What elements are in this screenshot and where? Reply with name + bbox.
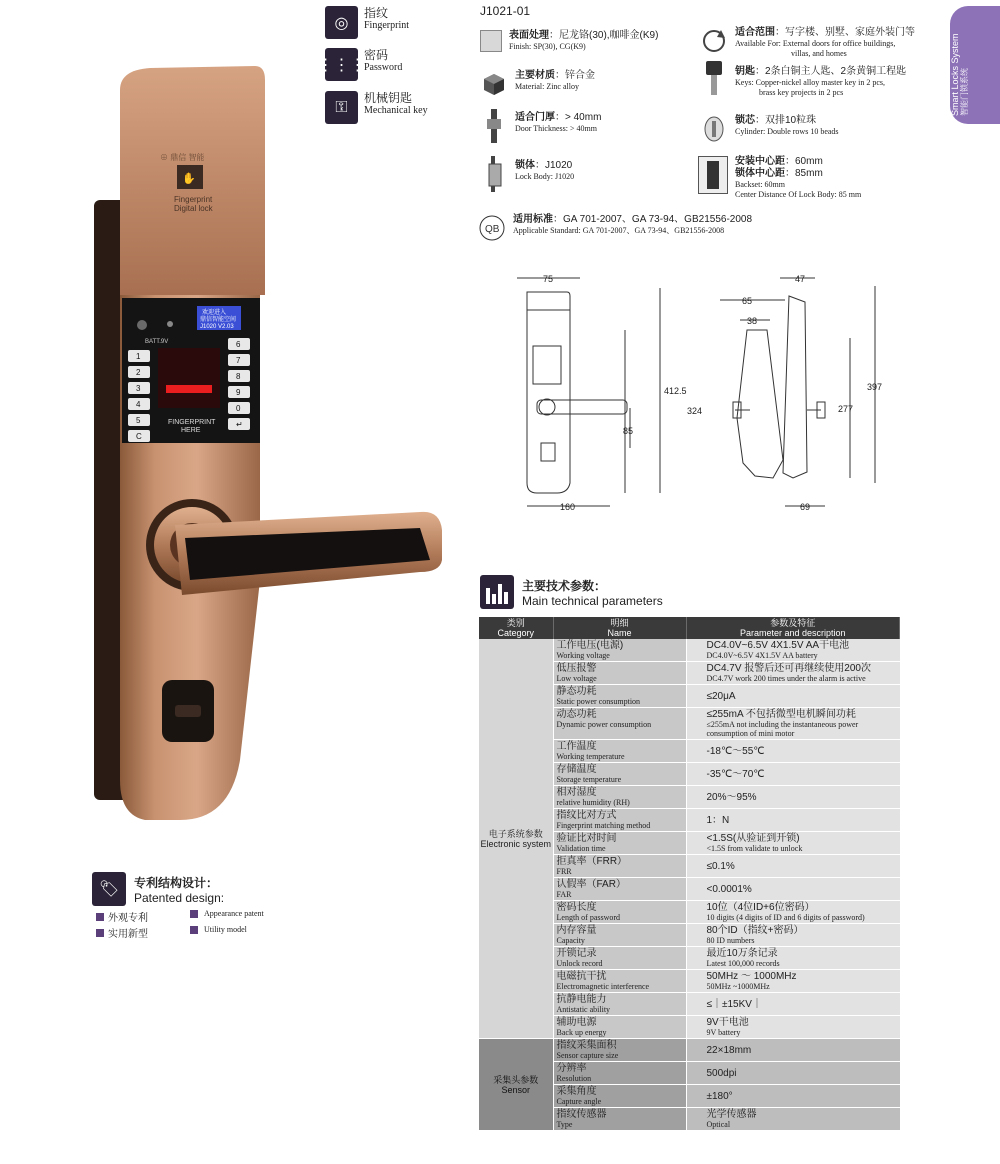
name-cell: 电磁抗干扰 Electromagnetic interference (553, 970, 686, 993)
qb-icon (478, 214, 506, 242)
spec-body: 锁体：J1020 Lock Body: J1020 (480, 160, 574, 188)
patent-item-2 (96, 925, 148, 940)
spec-scope: 适合范围：写字楼、别墅、家庭外装门等 Available For: External doors for office buildings, villas, and homes (700, 27, 915, 59)
name-cell: 抗静电能力 Antistatic ability (553, 993, 686, 1016)
side-tab-cn: 智能门锁系统 (960, 68, 969, 116)
name-cell: 认假率（FAR） FAR (553, 878, 686, 901)
category-cell: 采集头参数 Sensor (479, 1039, 553, 1131)
name-cell: 开锁记录 Unlock record (553, 947, 686, 970)
name-cell: 指纹采集面积 Sensor capture size (553, 1039, 686, 1062)
parameter-cell: ±180° (686, 1085, 900, 1108)
keys-value: 2条白铜主人匙、2条黄铜工程匙 (765, 66, 907, 77)
dim-front-height: 412.5 (664, 386, 687, 396)
backset-label-2: 锁体中心距 (735, 168, 785, 179)
keypad-key-label: 7 (236, 356, 241, 365)
dim-front-handle: 85 (623, 426, 634, 436)
finish-value: 尼龙铬(30),咖啡金(K9) (559, 30, 659, 41)
fp-label-1: FINGERPRINT (168, 419, 216, 426)
spec-cylinder: 锁芯：双排10粒珠 Cylinder: Double rows 10 beads (700, 115, 839, 143)
dim-front-top: 75 (543, 274, 554, 284)
model-number: J1021-01 (480, 4, 531, 18)
rotate-icon (700, 27, 728, 55)
dim-side-277: 277 (838, 404, 854, 414)
feature-mechanical-key (325, 91, 428, 124)
parameter-cell: 最近10万条记录 Latest 100,000 records (686, 947, 900, 970)
patent-item-2-en-wrap (190, 925, 247, 934)
keypad-key-label: 6 (236, 340, 241, 349)
scope-en-1: Available For: External doors for office buildings, (735, 39, 896, 48)
door-label: 适合门厚 (515, 112, 555, 123)
finish-en: Finish: SP(30), CG(K9) (509, 42, 586, 51)
name-cell: 动态功耗 Dynamic power consumption (553, 708, 686, 740)
spec-finish: 表面处理：尼龙铬(30),咖啡金(K9) Finish: SP(30), CG(K9) (480, 30, 658, 52)
door-thickness-icon (480, 112, 508, 140)
backset-label-1: 安装中心距 (735, 156, 785, 167)
name-cell: 密码长度 Length of password (553, 901, 686, 924)
header-parameter: 参数及特征 Parameter and description (686, 617, 900, 639)
cylinder-icon (700, 115, 728, 143)
feature-key-en: Mechanical key (364, 105, 428, 116)
parameter-cell: 20%～95% (686, 786, 900, 809)
header-name: 明细 Name (553, 617, 686, 639)
table-header-row (479, 617, 900, 639)
parameter-cell: DC4.7V 报警后还可再继续使用200次 DC4.7V work 200 times under the alarm is active (686, 662, 900, 685)
body-value: J1020 (545, 160, 573, 171)
backset-value-2: 85mm (795, 168, 823, 179)
standard-value: GA 701-2007、GA 73-94、GB21556-2008 (563, 214, 753, 225)
name-cell: 低压报警 Low voltage (553, 662, 686, 685)
cap-text-2: Digital lock (174, 204, 213, 213)
parameter-cell: 1：N (686, 809, 900, 832)
name-cell: 内存容量 Capacity (553, 924, 686, 947)
dim-side-top: 47 (795, 274, 806, 284)
finish-label: 表面处理 (509, 30, 549, 41)
name-cell: 工作温度 Working temperature (553, 740, 686, 763)
feature-password-cn: 密码 (364, 48, 389, 62)
parameter-cell: -35℃～70℃ (686, 763, 900, 786)
lock-product-image (90, 60, 460, 840)
params-table (479, 617, 900, 1131)
key-icon (700, 66, 728, 94)
parameter-cell: 10位（4位ID+6位密码） 10 digits (4 digits of ID and 6 digits of password) (686, 901, 900, 924)
keypad-key-label: ↵ (236, 420, 243, 429)
svg-text:QB: QB (485, 224, 500, 235)
lcd-line2: 鼎信智能空间 (200, 317, 237, 323)
parameter-cell: 50MHz ～ 1000MHz 50MHz ~1000MHz (686, 970, 900, 993)
keypad-key-label: 4 (136, 400, 141, 409)
key-icon: ⚿ (325, 91, 358, 124)
keypad-key-label: 0 (236, 404, 241, 413)
category-cell: 电子系统参数 Electronic system (479, 639, 553, 1039)
side-tab-en: Smart Locks System (950, 33, 960, 116)
cube-icon (480, 70, 508, 98)
parameter-cell: 22×18mm (686, 1039, 900, 1062)
side-tab-text (950, 2, 970, 120)
name-cell: 工作电压(电源) Working voltage (553, 639, 686, 662)
standard-label: 适用标准 (513, 214, 553, 225)
tag-icon: 🏷 (92, 872, 126, 906)
cylinder-en: Cylinder: Double rows 10 beads (735, 127, 839, 136)
parameter-cell: DC4.0V~6.5V 4X1.5V AA干电池 DC4.0V~6.5V 4X1.5V AA battery (686, 639, 900, 662)
patent-heading (92, 872, 224, 906)
patent-item-1-en-wrap (190, 909, 264, 918)
parameter-cell: <1.5S(从验证到开锁) <1.5S from validate to unlock (686, 832, 900, 855)
feature-password-en: Password (364, 62, 403, 73)
parameter-cell: ≤｜±15KV｜ (686, 993, 900, 1016)
name-cell: 静态功耗 Static power consumption (553, 685, 686, 708)
feature-key-cn: 机械钥匙 (364, 91, 413, 105)
name-cell: 存储温度 Storage temperature (553, 763, 686, 786)
door-value: > 40mm (565, 112, 602, 123)
keys-label: 钥匙 (735, 66, 755, 77)
fp-label-2: HERE (181, 427, 201, 434)
params-title-cn: 主要技术参数： (522, 578, 607, 593)
scope-label: 适合范围 (735, 27, 775, 38)
keypad-key-label: C (136, 432, 142, 441)
spec-standard: QB 适用标准：GA 701-2007、GA 73-94、GB21556-2008 Applicable Standard: GA 701-2007、GA 73-94、GB21556-2008 (478, 214, 752, 242)
cylinder-label: 锁芯 (735, 115, 755, 126)
dim-front-bottom: 160 (560, 502, 576, 512)
parameter-cell: 9V干电池 9V battery (686, 1016, 900, 1039)
table-row (479, 1039, 900, 1062)
door-en: Door Thickness: > 40mm (515, 124, 597, 133)
spec-backset: 安装中心距：60mm 锁体中心距：85mm Backset: 60mm Center Distance Of Lock Body: 85 mm (698, 156, 861, 200)
cylinder-value: 双排10粒珠 (765, 115, 817, 126)
technical-drawing (505, 268, 905, 518)
keypad-key-label: 8 (236, 372, 241, 381)
fingerprint-icon: ◎ (325, 6, 358, 39)
material-label: 主要材质 (515, 70, 555, 81)
batt-label: BATT.9V (145, 339, 169, 345)
dim-side-397: 397 (867, 382, 883, 392)
backset-en-1: Backset: 60mm (735, 180, 785, 189)
name-cell: 相对湿度 relative humidity (RH) (553, 786, 686, 809)
parameter-cell: 500dpi (686, 1062, 900, 1085)
name-cell: 分辨率 Resolution (553, 1062, 686, 1085)
spec-door: 适合门厚：> 40mm Door Thickness: > 40mm (480, 112, 601, 140)
table-row (479, 639, 900, 662)
patent-title-en: Patented design: (134, 890, 225, 905)
header-category: 类别 Category (479, 617, 553, 639)
patent-item-2-cn: 实用新型 (108, 929, 148, 940)
scope-value: 写字楼、别墅、家庭外装门等 (785, 27, 915, 38)
dim-front-inner: 324 (687, 406, 703, 416)
name-cell: 指纹传感器 Type (553, 1108, 686, 1131)
parameter-cell: ≤20μA (686, 685, 900, 708)
dim-side-65: 65 (742, 296, 753, 306)
finish-swatch-icon (480, 30, 502, 52)
parameter-cell: 80个ID（指纹+密码） 80 ID numbers (686, 924, 900, 947)
patent-item-1 (96, 909, 148, 924)
lock-body-icon (480, 160, 508, 188)
name-cell: 验证比对时间 Validation time (553, 832, 686, 855)
patent-item-2-en: Utility model (204, 925, 247, 934)
feature-fingerprint-en: Fingerprint (364, 20, 409, 31)
parameter-cell: -18℃～55℃ (686, 740, 900, 763)
feature-fingerprint-cn: 指纹 (364, 6, 389, 20)
lcd-line1: 欢迎进入 (202, 310, 227, 316)
svg-text:⊕ 鼎信 智能: ⊕ 鼎信 智能 (160, 153, 205, 162)
keypad-key-label: 1 (136, 352, 141, 361)
feature-fingerprint (325, 6, 409, 39)
keys-en-2: brass key projects in 2 pcs (759, 88, 844, 97)
parameter-cell: ≤0.1% (686, 855, 900, 878)
patent-item-1-cn: 外观专利 (108, 913, 148, 924)
name-cell: 拒真率（FRR） FRR (553, 855, 686, 878)
material-value: 锌合金 (565, 70, 595, 81)
keypad-key-label: 2 (136, 368, 141, 377)
keypad-icon: ⋮⋮⋮ (325, 48, 358, 81)
parameter-cell: ≤255mA 不包括微型电机瞬间功耗 ≤255mA not including the instantaneous power consumption of mini motor (686, 708, 900, 740)
keypad-key-label: 9 (236, 388, 241, 397)
backset-icon (698, 156, 728, 194)
standard-en: Applicable Standard: GA 701-2007、GA 73-94、GB21556-2008 (513, 226, 725, 235)
name-cell: 指纹比对方式 Fingerprint matching method (553, 809, 686, 832)
keypad-key-label: 3 (136, 384, 141, 393)
feature-password (317, 48, 403, 81)
parameter-cell: 光学传感器 Optical (686, 1108, 900, 1131)
svg-text:✋: ✋ (182, 173, 196, 185)
name-cell: 采集角度 Capture angle (553, 1085, 686, 1108)
bar-chart-icon (480, 575, 514, 609)
backset-en-2: Center Distance Of Lock Body: 85 mm (735, 190, 862, 199)
params-title-en: Main technical parameters (522, 593, 663, 608)
backset-value-1: 60mm (795, 156, 823, 167)
patent-title-cn: 专利结构设计： (134, 875, 219, 890)
spec-material: 主要材质：锌合金 Material: Zinc alloy (480, 70, 595, 98)
body-label: 锁体 (515, 160, 535, 171)
spec-keys: 钥匙：2条白铜主人匙、2条黄铜工程匙 Keys: Copper-nickel alloy master key in 2 pcs, brass key projects in 2 pcs (700, 66, 906, 98)
lcd-line3: J1020 V2.03 (200, 324, 234, 330)
cap-text-1: Fingerprint (174, 195, 213, 204)
material-en: Material: Zinc alloy (515, 82, 579, 91)
keypad-key-label: 5 (136, 416, 141, 425)
parameter-cell: <0.0001% (686, 878, 900, 901)
patent-item-1-en: Appearance patent (204, 909, 264, 918)
scope-en-2: villas, and homes (791, 49, 847, 58)
params-heading (480, 575, 663, 609)
body-en: Lock Body: J1020 (515, 172, 575, 181)
name-cell: 辅助电源 Back up energy (553, 1016, 686, 1039)
dim-side-38: 38 (747, 316, 758, 326)
keys-en-1: Keys: Copper-nickel alloy master key in 2 pcs, (735, 78, 886, 87)
dim-side-69: 69 (800, 502, 811, 512)
